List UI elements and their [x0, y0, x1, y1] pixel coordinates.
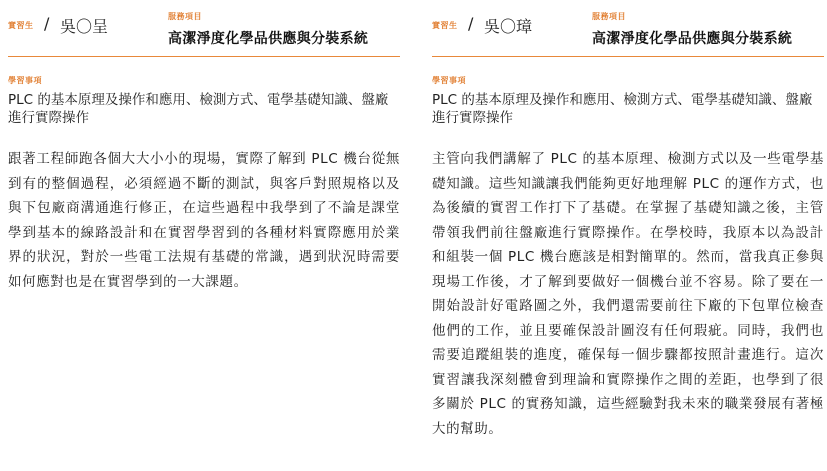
learn-text: PLC 的基本原理及操作和應用、檢測方式、電學基礎知識、盤廠進行實際操作 [432, 92, 813, 126]
intern-name: 吳〇璋 [484, 17, 533, 36]
learn-label: 學習事項 [432, 76, 466, 85]
service-title: 高潔淨度化學品供應與分裝系統 [592, 31, 793, 47]
intern-card-2 [432, 0, 824, 441]
card-header [432, 0, 824, 57]
name-separator: / [44, 14, 50, 33]
learn-label: 學習事項 [8, 76, 42, 85]
card-header [8, 0, 400, 57]
intern-label: 實習生 [8, 21, 34, 30]
service-title: 高潔淨度化學品供應與分裝系統 [168, 31, 369, 47]
body-text: 主管向我們講解了 PLC 的基本原理、檢測方式以及一些電學基礎知識。這些知識讓我們能夠更好地理解 PLC 的運作方式，也為後續的實習工作打下了基礎。在掌握了基礎知識之後，主管帶領我們前往盤廠進行實際操作。在學校時，我原本以為設計和組裝一個 PLC 機台應該是相對簡單的。然而，當我真正參與現場工作後，才了解到要做好一個機台並不容易。除了要在一開始設計好電路圖之外，我們還需要前往下廠的下包單位檢查他們的工作，並且要確保設計圖沒有任何瑕疵。同時，我們也需要追蹤組裝的進度，確保每一個步驟都按照計畫進行。這次實習讓我深刻體會到理論和實際操作之間的差距，也學到了很多關於 PLC 的實務知識，這些經驗對我未來的職業發展有著極大的幫助。 [432, 151, 824, 437]
service-label: 服務項目 [592, 12, 626, 21]
intern-name: 吳〇呈 [60, 17, 109, 36]
name-separator: / [468, 14, 474, 33]
learn-text: PLC 的基本原理及操作和應用、檢測方式、電學基礎知識、盤廠進行實際操作 [8, 92, 389, 126]
intern-card-1 [8, 0, 400, 294]
body-text: 跟著工程師跑各個大大小小的現場，實際了解到 PLC 機台從無到有的整個過程，必須經過不斷的測試，與客戶對照規格以及與下包廠商溝通進行修正，在這些過程中我學到了不論是課堂學到基本的線路設計和在實習學習到的各種材料實際應用於業界的狀況，對於一些電工法規有基礎的常識，遇到狀況時需要如何應對也是在實習學到的一大課題。 [8, 151, 400, 290]
service-label: 服務項目 [168, 12, 202, 21]
intern-label: 實習生 [432, 21, 458, 30]
